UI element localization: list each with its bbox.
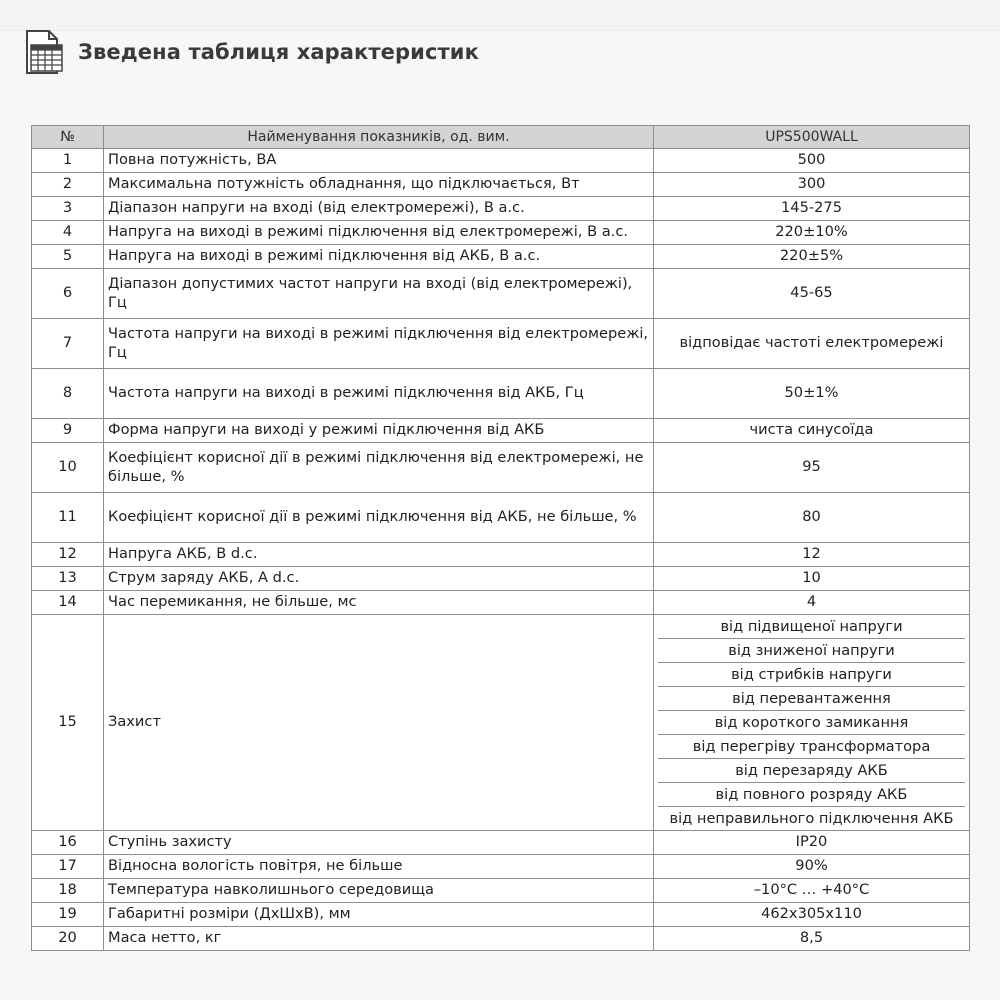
row-number: 16 bbox=[32, 831, 104, 855]
column-header-number: № bbox=[32, 126, 104, 149]
row-number: 11 bbox=[32, 493, 104, 543]
table-row bbox=[32, 927, 970, 951]
row-name: Напруга на виході в режимі підключення від АКБ, В а.с. bbox=[104, 245, 654, 269]
page-title: Зведена таблиця характеристик bbox=[78, 40, 479, 64]
row-name: Напруга АКБ, В d.c. bbox=[104, 543, 654, 567]
row-number: 6 bbox=[32, 269, 104, 319]
table-header-row bbox=[32, 126, 970, 149]
row-number: 17 bbox=[32, 855, 104, 879]
row-value: 95 bbox=[654, 443, 970, 493]
row-name: Відносна вологість повітря, не більше bbox=[104, 855, 654, 879]
row-name: Ступінь захисту bbox=[104, 831, 654, 855]
row-number: 8 bbox=[32, 369, 104, 419]
protection-item: від перевантаження bbox=[658, 687, 965, 711]
section-header bbox=[24, 30, 479, 74]
protection-item: від підвищеної напруги bbox=[658, 615, 965, 639]
row-value: чиста синусоїда bbox=[654, 419, 970, 443]
row-value: 8,5 bbox=[654, 927, 970, 951]
table-row bbox=[32, 149, 970, 173]
table-row bbox=[32, 855, 970, 879]
row-value: 220±10% bbox=[654, 221, 970, 245]
table-row bbox=[32, 493, 970, 543]
table-row bbox=[32, 443, 970, 493]
protection-item: від перезаряду АКБ bbox=[658, 759, 965, 783]
row-value: 10 bbox=[654, 567, 970, 591]
table-row bbox=[32, 319, 970, 369]
protection-list-cell bbox=[654, 615, 970, 831]
row-number: 10 bbox=[32, 443, 104, 493]
protection-item: від зниженої напруги bbox=[658, 639, 965, 663]
row-number: 4 bbox=[32, 221, 104, 245]
row-number: 2 bbox=[32, 173, 104, 197]
row-name: Коефіцієнт корисної дії в режимі підключення від електромережі, не більше, % bbox=[104, 443, 654, 493]
row-name: Діапазон напруги на вході (від електромережі), В а.с. bbox=[104, 197, 654, 221]
table-row bbox=[32, 269, 970, 319]
row-number: 7 bbox=[32, 319, 104, 369]
spreadsheet-document-icon bbox=[24, 30, 64, 74]
row-value: 12 bbox=[654, 543, 970, 567]
table-row bbox=[32, 567, 970, 591]
column-header-name: Найменування показників, од. вим. bbox=[104, 126, 654, 149]
row-name: Напруга на виході в режимі підключення від електромережі, В а.с. bbox=[104, 221, 654, 245]
table-row bbox=[32, 903, 970, 927]
table-row bbox=[32, 197, 970, 221]
row-name: Коефіцієнт корисної дії в режимі підключення від АКБ, не більше, % bbox=[104, 493, 654, 543]
row-number: 18 bbox=[32, 879, 104, 903]
specifications-table bbox=[31, 125, 970, 951]
table-row bbox=[32, 543, 970, 567]
row-name: Час перемикання, не більше, мс bbox=[104, 591, 654, 615]
protection-item: від короткого замикання bbox=[658, 711, 965, 735]
row-number: 13 bbox=[32, 567, 104, 591]
row-number: 19 bbox=[32, 903, 104, 927]
table-row bbox=[32, 591, 970, 615]
row-value: 145-275 bbox=[654, 197, 970, 221]
row-value: 50±1% bbox=[654, 369, 970, 419]
protection-item: від неправильного підключення АКБ bbox=[669, 810, 954, 827]
row-number: 3 bbox=[32, 197, 104, 221]
table-row bbox=[32, 221, 970, 245]
row-name: Максимальна потужність обладнання, що підключається, Вт bbox=[104, 173, 654, 197]
table-row bbox=[32, 369, 970, 419]
row-value: 45-65 bbox=[654, 269, 970, 319]
row-name: Захист bbox=[104, 615, 654, 831]
table-row-protection bbox=[32, 615, 970, 831]
row-number: 20 bbox=[32, 927, 104, 951]
table-row bbox=[32, 245, 970, 269]
row-name: Діапазон допустимих частот напруги на вході (від електромережі), Гц bbox=[104, 269, 654, 319]
row-value: відповідає частоті електромережі bbox=[654, 319, 970, 369]
row-number: 9 bbox=[32, 419, 104, 443]
row-value: –10°С … +40°С bbox=[654, 879, 970, 903]
row-value: 4 bbox=[654, 591, 970, 615]
row-value: IP20 bbox=[654, 831, 970, 855]
row-number: 15 bbox=[32, 615, 104, 831]
row-number: 1 bbox=[32, 149, 104, 173]
row-name: Форма напруги на виході у режимі підключення від АКБ bbox=[104, 419, 654, 443]
row-number: 12 bbox=[32, 543, 104, 567]
row-name: Струм заряду АКБ, А d.c. bbox=[104, 567, 654, 591]
row-value: 462х305х110 bbox=[654, 903, 970, 927]
protection-item: від стрибків напруги bbox=[658, 663, 965, 687]
protection-item: від повного розряду АКБ bbox=[658, 783, 965, 807]
top-bar bbox=[0, 0, 1000, 31]
row-number: 14 bbox=[32, 591, 104, 615]
row-value: 220±5% bbox=[654, 245, 970, 269]
row-value: 500 bbox=[654, 149, 970, 173]
row-number: 5 bbox=[32, 245, 104, 269]
row-value: 90% bbox=[654, 855, 970, 879]
table-row bbox=[32, 879, 970, 903]
table-row bbox=[32, 831, 970, 855]
row-name: Частота напруги на виході в режимі підключення від АКБ, Гц bbox=[104, 369, 654, 419]
row-name: Габаритні розміри (ДхШхВ), мм bbox=[104, 903, 654, 927]
table-row bbox=[32, 173, 970, 197]
row-name: Маса нетто, кг bbox=[104, 927, 654, 951]
row-name: Повна потужність, ВА bbox=[104, 149, 654, 173]
table-row bbox=[32, 419, 970, 443]
column-header-model: UPS500WALL bbox=[654, 126, 970, 149]
row-name: Температура навколишнього середовища bbox=[104, 879, 654, 903]
protection-item: від перегріву трансформатора bbox=[658, 735, 965, 759]
row-name: Частота напруги на виході в режимі підключення від електромережі, Гц bbox=[104, 319, 654, 369]
row-value: 80 bbox=[654, 493, 970, 543]
row-value: 300 bbox=[654, 173, 970, 197]
